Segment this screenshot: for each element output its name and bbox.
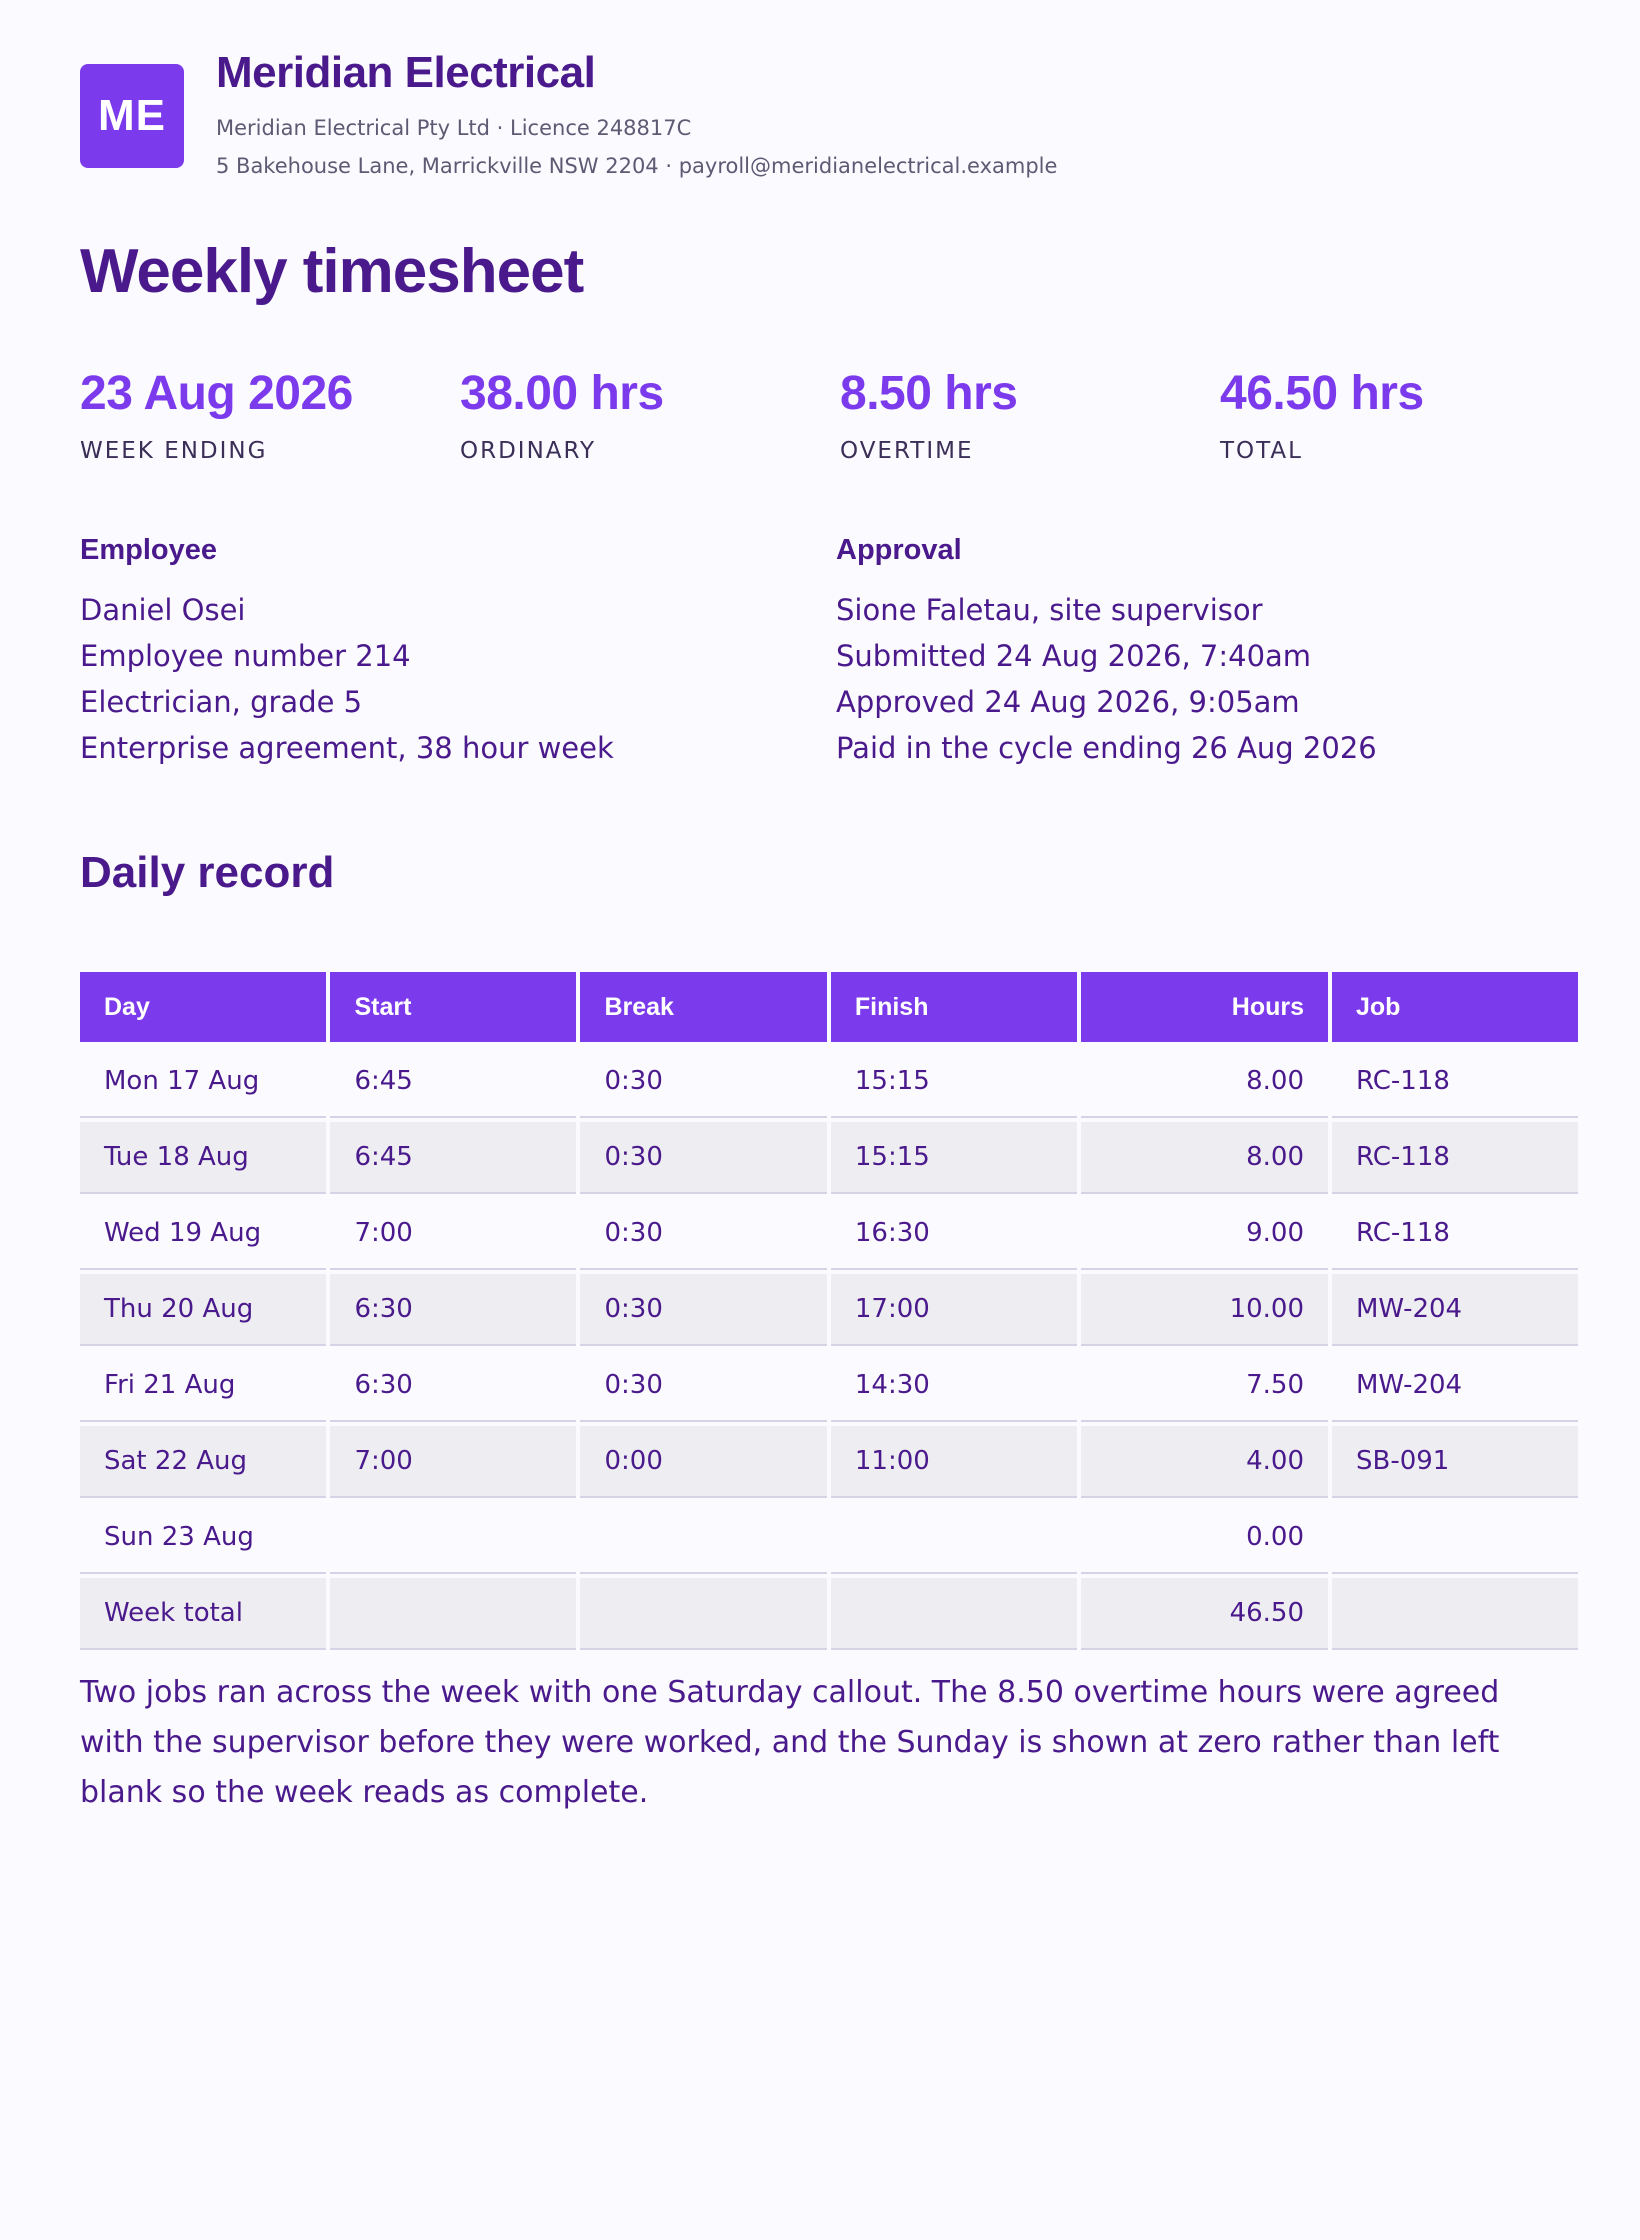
- company-logo: ME: [80, 64, 184, 168]
- cell-break: 0:30: [580, 1198, 826, 1270]
- employee-name: Daniel Osei: [80, 593, 246, 627]
- cell-finish: 15:15: [831, 1046, 1078, 1118]
- employee-role: Electrician, grade 5: [80, 685, 363, 719]
- cell-hours: 46.50: [1081, 1578, 1328, 1650]
- cell-break: [580, 1502, 826, 1574]
- cell-job: RC-118: [1332, 1198, 1578, 1270]
- table-row: [80, 1350, 1578, 1422]
- cell-start: 6:45: [330, 1122, 576, 1194]
- cell-hours: 9.00: [1081, 1198, 1328, 1270]
- cell-start: 6:45: [330, 1046, 576, 1118]
- cell-break: 0:30: [580, 1046, 826, 1118]
- cell-day: Mon 17 Aug: [80, 1046, 326, 1118]
- cell-day: Wed 19 Aug: [80, 1198, 326, 1270]
- stat-label: TOTAL: [1220, 438, 1303, 464]
- table-total-row: [80, 1578, 1578, 1650]
- daily-record-title: Daily record: [80, 848, 335, 897]
- company-name: Meridian Electrical: [216, 48, 596, 97]
- cell-start: [330, 1502, 576, 1574]
- stat-overtime: [840, 366, 1220, 464]
- cell-day: Fri 21 Aug: [80, 1350, 326, 1422]
- cell-finish: [831, 1502, 1078, 1574]
- paid-cycle: Paid in the cycle ending 26 Aug 2026: [836, 731, 1377, 765]
- stat-label: ORDINARY: [460, 438, 597, 464]
- stat-week-ending: [80, 366, 460, 464]
- stat-value: 8.50 hrs: [840, 367, 1018, 420]
- column-header-start: Start: [330, 972, 576, 1042]
- approved-at: Approved 24 Aug 2026, 9:05am: [836, 685, 1300, 719]
- table-row: [80, 1046, 1578, 1118]
- employee-heading: Employee: [80, 534, 217, 566]
- page-title: Weekly timesheet: [80, 237, 584, 306]
- stat-label: WEEK ENDING: [80, 438, 268, 464]
- employee-agreement: Enterprise agreement, 38 hour week: [80, 731, 614, 765]
- cell-day: Sat 22 Aug: [80, 1426, 326, 1498]
- cell-start: 7:00: [330, 1198, 576, 1270]
- company-header: [80, 48, 1560, 194]
- cell-hours: 8.00: [1081, 1046, 1328, 1118]
- cell-finish: 17:00: [831, 1274, 1078, 1346]
- summary-stats: [80, 366, 1584, 476]
- cell-hours: 0.00: [1081, 1502, 1328, 1574]
- stat-total: [1220, 366, 1600, 464]
- submitted-at: Submitted 24 Aug 2026, 7:40am: [836, 639, 1312, 673]
- cell-job: RC-118: [1332, 1046, 1578, 1118]
- cell-finish: 15:15: [831, 1122, 1078, 1194]
- approval-heading: Approval: [836, 534, 962, 566]
- cell-hours: 7.50: [1081, 1350, 1328, 1422]
- cell-break: 0:30: [580, 1274, 826, 1346]
- employee-number: Employee number 214: [80, 639, 411, 673]
- column-header-day: Day: [80, 972, 326, 1042]
- stat-ordinary: [460, 366, 840, 464]
- cell-start: 6:30: [330, 1350, 576, 1422]
- cell-job: MW-204: [1332, 1350, 1578, 1422]
- cell-hours: 8.00: [1081, 1122, 1328, 1194]
- approval-section: [836, 534, 1536, 771]
- cell-job: RC-118: [1332, 1122, 1578, 1194]
- employee-section: [80, 534, 780, 771]
- cell-start: 7:00: [330, 1426, 576, 1498]
- cell-day: Tue 18 Aug: [80, 1122, 326, 1194]
- timesheet-notes: Two jobs ran across the week with one Saturday callout. The 8.50 overtime hours were agreed with the supervisor before they were worked, and the Sunday is shown at zero rather than left blank so the week reads as complete.: [80, 1675, 1500, 1810]
- stat-label: OVERTIME: [840, 438, 974, 464]
- company-legal-line: Meridian Electrical Pty Ltd · Licence 248817C: [216, 116, 692, 140]
- cell-start: 6:30: [330, 1274, 576, 1346]
- stat-value: 23 Aug 2026: [80, 367, 353, 420]
- cell-day: Thu 20 Aug: [80, 1274, 326, 1346]
- company-address-line: 5 Bakehouse Lane, Marrickville NSW 2204 · payroll@meridianelectrical.example: [216, 154, 1058, 178]
- cell-hours: 4.00: [1081, 1426, 1328, 1498]
- column-header-job: Job: [1332, 972, 1578, 1042]
- cell-job: MW-204: [1332, 1274, 1578, 1346]
- table-row: [80, 1426, 1578, 1498]
- cell-finish: [831, 1578, 1078, 1650]
- stat-value: 38.00 hrs: [460, 367, 664, 420]
- cell-finish: 14:30: [831, 1350, 1078, 1422]
- cell-job: [1332, 1502, 1578, 1574]
- cell-start: [330, 1578, 576, 1650]
- cell-finish: 16:30: [831, 1198, 1078, 1270]
- cell-job: [1332, 1578, 1578, 1650]
- cell-hours: 10.00: [1081, 1274, 1328, 1346]
- column-header-hours: Hours: [1081, 972, 1328, 1042]
- table-row: [80, 1502, 1578, 1574]
- table-row: [80, 1122, 1578, 1194]
- cell-finish: 11:00: [831, 1426, 1078, 1498]
- table-row: [80, 1198, 1578, 1270]
- cell-break: [580, 1578, 826, 1650]
- cell-day: Week total: [80, 1578, 326, 1650]
- column-header-break: Break: [580, 972, 826, 1042]
- approver: Sione Faletau, site supervisor: [836, 593, 1263, 627]
- cell-break: 0:30: [580, 1122, 826, 1194]
- column-header-finish: Finish: [831, 972, 1078, 1042]
- cell-job: SB-091: [1332, 1426, 1578, 1498]
- cell-break: 0:00: [580, 1426, 826, 1498]
- stat-value: 46.50 hrs: [1220, 367, 1424, 420]
- table-row: [80, 1274, 1578, 1346]
- cell-break: 0:30: [580, 1350, 826, 1422]
- cell-day: Sun 23 Aug: [80, 1502, 326, 1574]
- table-header-row: [80, 972, 1578, 1042]
- daily-record-table: [76, 968, 1582, 1654]
